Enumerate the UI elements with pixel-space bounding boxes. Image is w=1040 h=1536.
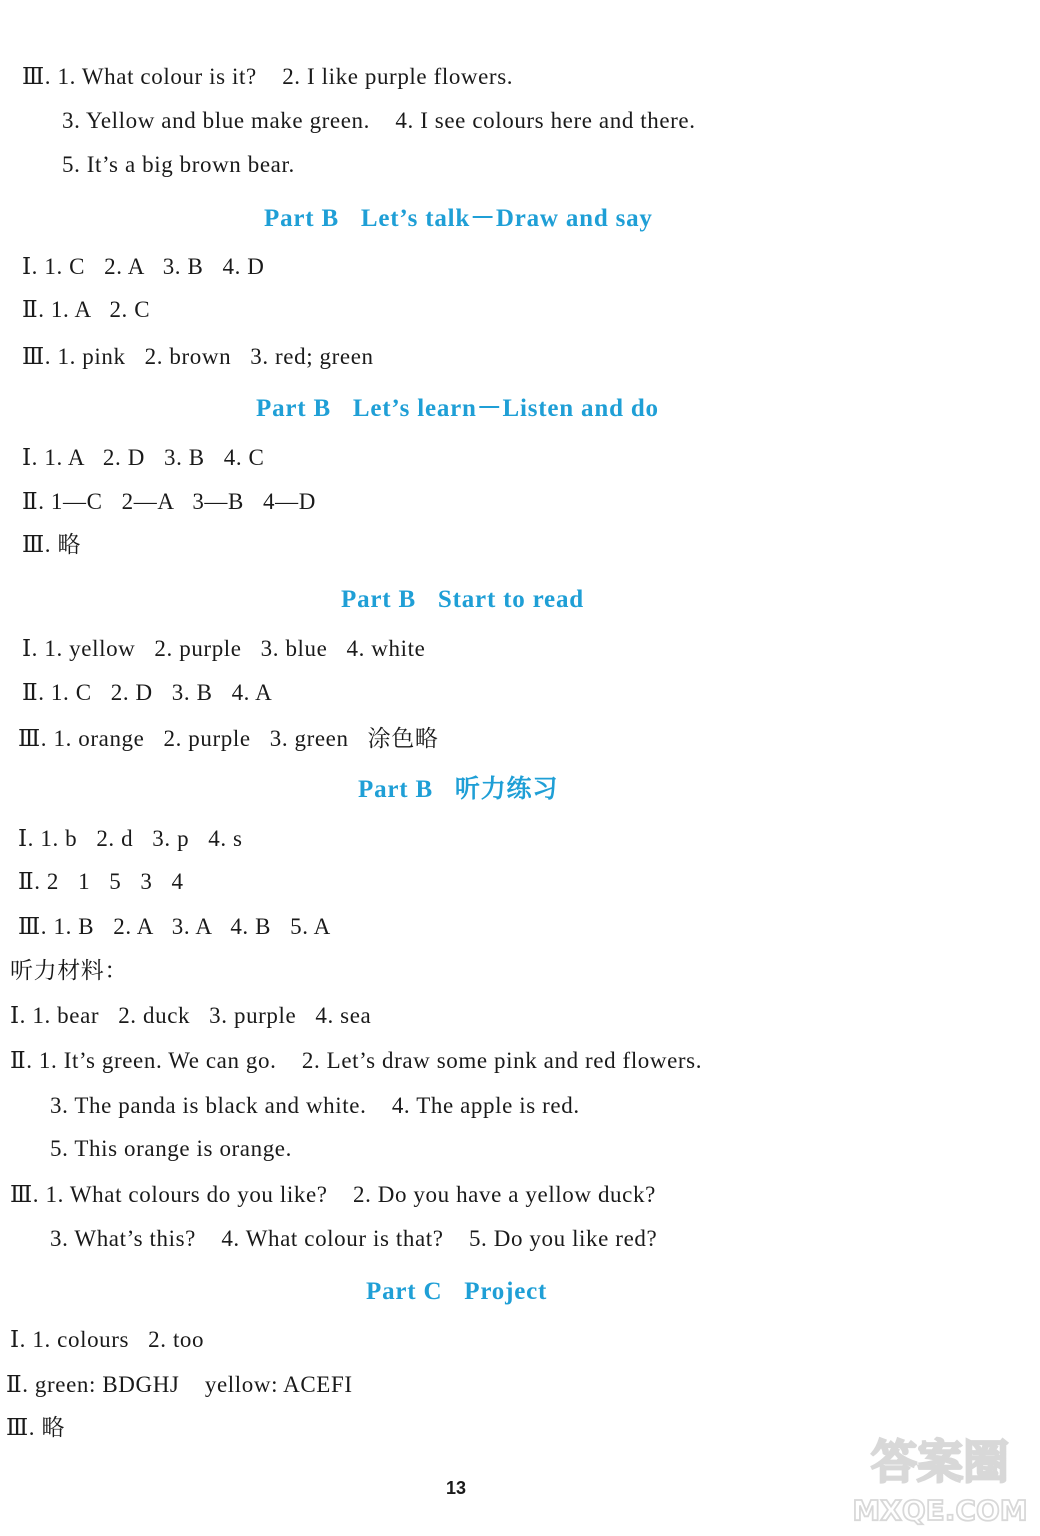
answer-line: Ⅰ. 1. bear 2. duck 3. purple 4. sea xyxy=(10,1003,372,1028)
answer-line: 5. This orange is orange. xyxy=(50,1136,292,1161)
answer-line: Ⅱ. 1. C 2. D 3. B 4. A xyxy=(22,680,273,705)
answer-line: Ⅱ. 1. A 2. C xyxy=(22,297,151,322)
section-heading xyxy=(341,584,584,616)
answer-line: Ⅱ. green: BDGHJ yellow: ACEFI xyxy=(6,1372,353,1397)
answer-line: Ⅰ. 1. yellow 2. purple 3. blue 4. white xyxy=(22,636,426,661)
section-part: Part B xyxy=(256,395,331,422)
answer-line: Ⅲ. 1. orange 2. purple 3. green 涂色略 xyxy=(18,726,439,751)
section-part: Part C xyxy=(366,1278,443,1305)
section-title: Project xyxy=(464,1278,548,1305)
answer-line: 3. The panda is black and white. 4. The apple is red. xyxy=(50,1093,580,1118)
section-heading xyxy=(358,774,558,806)
answer-line: 5. It’s a big brown bear. xyxy=(62,152,295,177)
section-part: Part B xyxy=(358,776,433,803)
section-part: Part B xyxy=(341,586,416,613)
answer-line: Ⅲ. 1. What colour is it? 2. I like purple flowers. xyxy=(22,64,514,89)
answer-line: Ⅲ. 略 xyxy=(6,1415,66,1440)
section-title: Let’s talk－Draw and say xyxy=(360,205,653,232)
answer-line: Ⅲ. 1. pink 2. brown 3. red; green xyxy=(22,344,374,369)
section-title: Start to read xyxy=(437,586,584,613)
watermark-text: 答案圈 xyxy=(871,1435,1009,1489)
answer-line: Ⅰ. 1. b 2. d 3. p 4. s xyxy=(18,826,243,851)
answer-line: Ⅱ. 1. It’s green. We can go. 2. Let’s draw some pink and red flowers. xyxy=(10,1048,703,1073)
answer-line: 3. Yellow and blue make green. 4. I see colours here and there. xyxy=(62,108,696,133)
watermark-url: MXQE.COM xyxy=(852,1494,1028,1527)
answer-line: Ⅱ. 1—C 2—A 3—B 4—D xyxy=(22,489,316,514)
answer-line: 3. What’s this? 4. What colour is that? 5. Do you like red? xyxy=(50,1226,658,1251)
watermark-logo xyxy=(850,1420,1030,1532)
answer-line: Ⅰ. 1. A 2. D 3. B 4. C xyxy=(22,445,265,470)
section-part: Part B xyxy=(264,205,339,232)
page-number: 13 xyxy=(446,1478,467,1498)
answer-line: Ⅱ. 2 1 5 3 4 xyxy=(18,869,184,894)
section-heading xyxy=(366,1276,547,1308)
section-title: 听力练习 xyxy=(454,776,559,803)
answer-line: Ⅲ. 1. B 2. A 3. A 4. B 5. A xyxy=(18,914,331,939)
answer-line: Ⅰ. 1. colours 2. too xyxy=(10,1327,205,1352)
answer-line: Ⅰ. 1. C 2. A 3. B 4. D xyxy=(22,254,265,279)
answer-line: Ⅲ. 略 xyxy=(22,532,82,557)
section-title: Let’s learn－Listen and do xyxy=(352,395,659,422)
answer-line: Ⅲ. 1. What colours do you like? 2. Do you have a yellow duck? xyxy=(10,1182,656,1207)
answer-line: 听力材料： xyxy=(10,958,128,983)
section-heading xyxy=(264,203,653,235)
section-heading xyxy=(256,393,659,425)
